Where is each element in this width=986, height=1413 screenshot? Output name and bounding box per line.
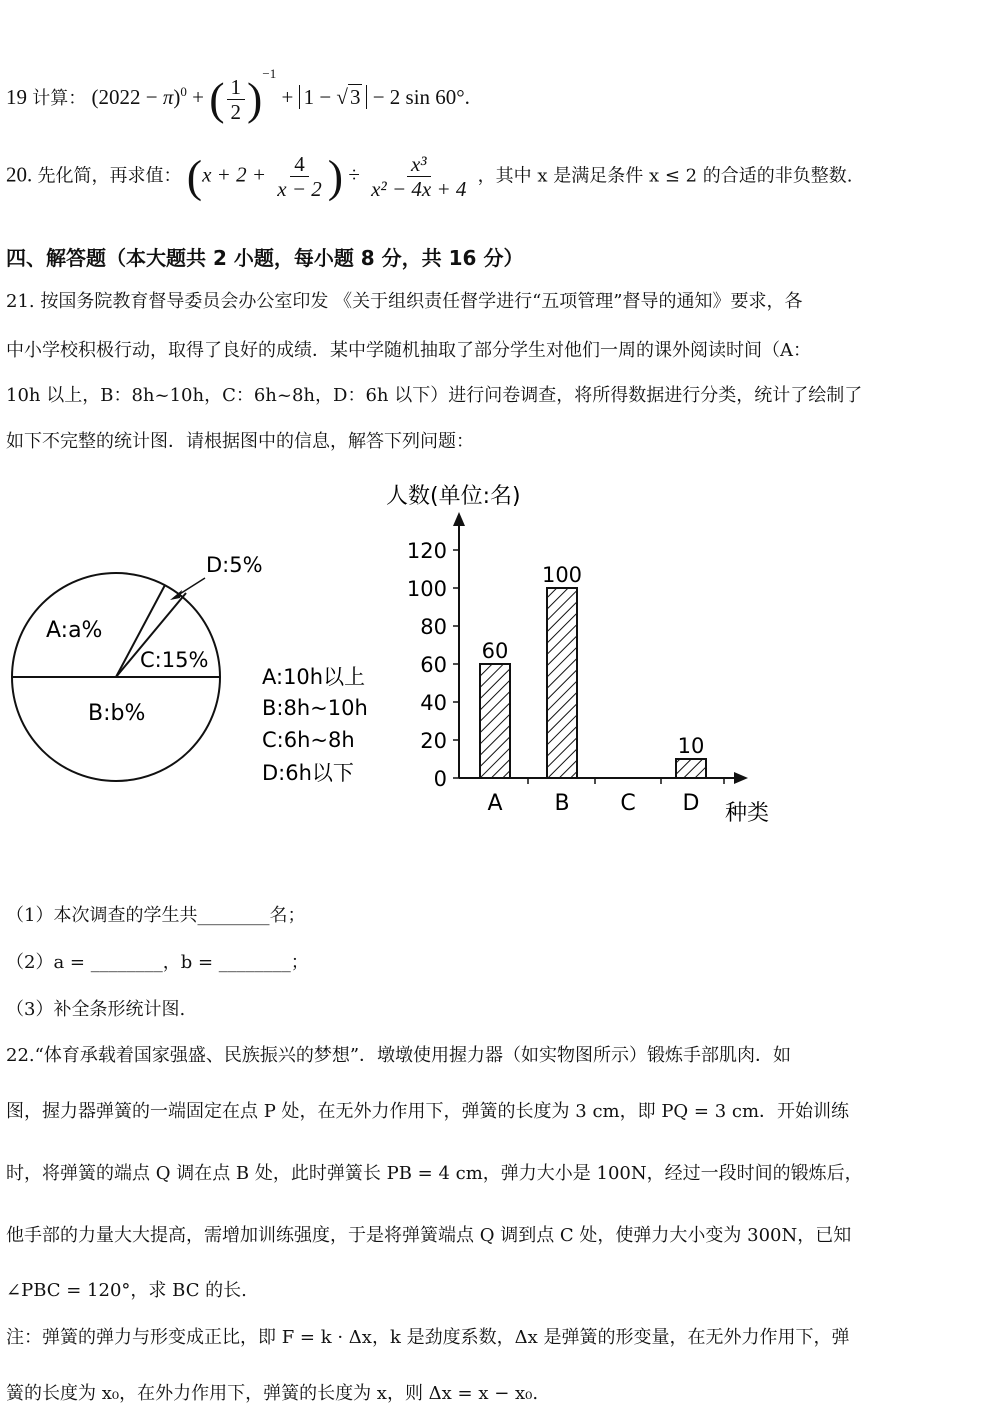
q19-label: 计算：: [32, 88, 87, 109]
q20-paren-a: x + 2 +: [202, 162, 272, 187]
q20-div: ÷: [348, 162, 360, 187]
x-category-label: D: [682, 791, 700, 816]
pie-label-d: D:5%: [206, 553, 263, 577]
y-tick-label: 60: [420, 653, 447, 677]
q21-sub1: （1）本次调查的学生共________名；: [6, 905, 306, 926]
section-title: 四、解答题（本大题共 2 小题，每小题 8 分，共 16 分）: [6, 246, 524, 270]
q19-frac-den: 2: [230, 99, 242, 124]
q19-pi: π: [162, 85, 174, 109]
y-tick-label: 40: [420, 691, 447, 715]
pie-chart: [0, 540, 400, 810]
q20-f2-den: x² − 4x + 4: [371, 177, 467, 201]
y-tick-label: 120: [406, 539, 447, 563]
x-axis-title: 种类: [725, 801, 770, 826]
q19-sup0: 0: [180, 84, 187, 99]
q20-f1-num: 4: [290, 152, 309, 177]
q21-line4: 如下不完整的统计图．请根据图中的信息，解答下列问题：: [6, 431, 474, 452]
q22-line4: 他手部的力量大大提高，需增加训练强度，于是将弹簧端点 Q 调到点 C 处，使弹力大小变为 300N，已知: [6, 1225, 852, 1246]
x-category-label: C: [620, 791, 636, 816]
legend-a: A:10h以上: [262, 665, 366, 689]
y-axis-arrow: [453, 512, 465, 526]
bar-D: [676, 759, 706, 778]
q22-line1: 22.“体育承载着国家强盛、民族振兴的梦想”．墩墩使用握力器（如实物图所示）锻炼手部肌肉．如: [6, 1045, 792, 1066]
q21-sub3: （3）补全条形统计图.: [6, 999, 186, 1020]
q19-abs: 1 − √3: [299, 85, 368, 109]
pie-label-a: A:a%: [46, 618, 103, 643]
bar-label-D: 10: [677, 734, 705, 758]
x-category-label: B: [554, 791, 570, 816]
q19-tail: − 2 sin 60°.: [372, 85, 470, 109]
q21-line1: 21. 按国务院教育督导委员会办公室印发 《关于组织责任督学进行“五项管理”督导的通知》要求，各: [6, 291, 803, 312]
q19-line: 19 计算： $(2022 - \pi)^0$ + ( $\frac{1}{2}$ )$^{-1}$ + 1 − √3 − 2 sin 60°.: [6, 66, 470, 125]
bar-label-B: 100: [541, 563, 583, 587]
q22-line3: 时，将弹簧的端点 Q 调在点 B 处，此时弹簧长 PB = 4 cm，弹力大小是 100N，经过一段时间的锻炼后，: [6, 1163, 863, 1184]
pie-label-c: C:15%: [140, 648, 209, 672]
q19-abs-a: 1 −: [303, 85, 337, 109]
q20-number: 20.: [6, 162, 33, 187]
q19-sqrt3: 3: [349, 85, 361, 109]
bar-A: [480, 664, 510, 778]
q19-fraction: [227, 75, 246, 124]
pie-label-b: B:b%: [88, 701, 146, 726]
q19-expr-a: (2022 −: [91, 85, 163, 109]
q21-sub2: （2）a = ________，b = ________；: [6, 952, 309, 973]
y-tick-label: 20: [420, 729, 447, 753]
legend-d: D:6h以下: [262, 761, 354, 785]
q20-f2-num: x³: [407, 152, 431, 177]
q20-frac1: [273, 152, 326, 201]
legend-c: C:6h~8h: [262, 728, 355, 752]
q22-note1: 注：弹簧的弹力与形变成正比，即 F = k · Δx，k 是劲度系数，Δx 是弹簧的形变量，在无外力作用下，弹: [6, 1327, 850, 1348]
q21-line2: 中小学校积极行动，取得了良好的成绩．某中学随机抽取了部分学生对他们一周的课外阅读时间（A：: [6, 340, 811, 361]
q19-expr-b: ): [173, 85, 181, 109]
bar-label-A: 60: [481, 639, 509, 663]
q20-frac2: [367, 152, 470, 201]
q22-note2: 簧的长度为 x₀，在外力作用下，弹簧的长度为 x，则 Δx = x − x₀.: [6, 1383, 539, 1404]
q22-line2: 图，握力器弹簧的一端固定在点 P 处，在无外力作用下，弹簧的长度为 3 cm，即 PQ = 3 cm．开始训练: [6, 1101, 850, 1122]
y-tick-label: 100: [406, 577, 447, 601]
y-axis-title: 人数(单位:名): [386, 484, 521, 509]
bar-B: [547, 588, 577, 778]
q20-line: 20. 先化简，再求值： (x + 2 + $\frac{4}{x - 2}$ ) ÷ $\frac{\text{x³}}{\text{x² − 4x + 4}}$ ，其中 x 是满足条件 x ≤ 2 的合适的非负整数.: [6, 150, 853, 202]
q22-line5: ∠PBC = 120°，求 BC 的长.: [6, 1280, 247, 1301]
x-axis-arrow: [734, 772, 748, 784]
q21-line3: 10h 以上，B：8h~10h，C：6h~8h，D：6h 以下）进行问卷调查，将所得数据进行分类，统计了绘制了: [6, 385, 863, 406]
q19-number: 19: [6, 85, 27, 109]
bar-chart: [380, 470, 800, 840]
q20-tail: ，其中 x 是满足条件 x ≤ 2 的合适的非负整数.: [477, 165, 853, 187]
y-tick-label: 80: [420, 615, 447, 639]
x-category-label: A: [487, 791, 503, 816]
q19-frac-num: 1: [227, 75, 246, 100]
q19-sup-neg1: −1: [262, 66, 277, 81]
q20-label: 先化简，再求值：: [37, 165, 182, 187]
y-tick-label: 0: [433, 767, 447, 791]
q19-plus: +: [192, 85, 204, 109]
legend-b: B:8h~10h: [262, 696, 368, 720]
q20-f1-den: x − 2: [277, 177, 322, 201]
